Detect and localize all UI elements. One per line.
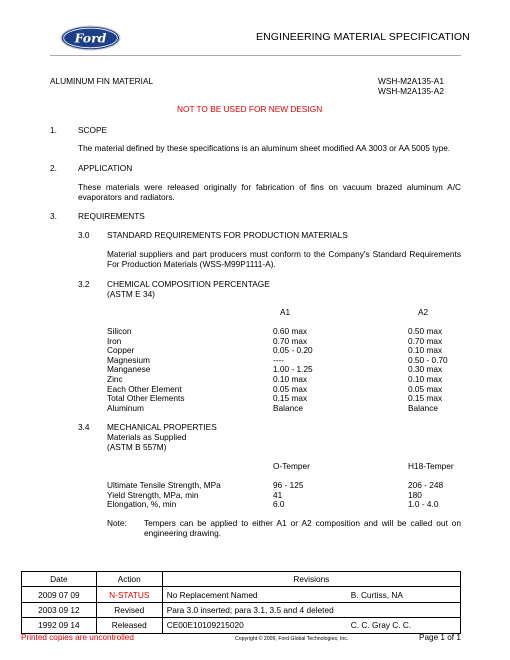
revision-row [22,618,461,633]
property-name: Ultimate Tensile Strength, MPa [107,480,221,490]
a1-value: 0.05 max [273,383,308,394]
logo-wordmark: Ford [74,30,107,46]
section-3-2-heading: CHEMICAL COMPOSITION PERCENTAGE [107,279,270,289]
revision-action: Released [96,618,162,633]
column-o-temper-header: O-Temper [273,461,310,471]
header-date: Date [22,572,97,587]
page-number: Page 1 of 1 [419,633,461,642]
revision-author: B. Curtiss, NA [347,587,461,602]
header-divider [50,55,461,56]
element-name: Silicon [107,326,132,336]
a2-value: 0.10 max [408,374,443,384]
revision-author: C. C. Gray C. C. [347,618,461,633]
revision-date: 1992 09 14 [22,618,97,633]
a2-value: 0.15 max [408,393,443,404]
element-name: Manganese [107,364,151,375]
revision-action: Revised [96,602,162,617]
element-name: Aluminum [107,402,144,413]
header-action: Action [96,572,162,587]
property-name: Yield Strength, MPa, min [107,489,199,500]
status-notice: NOT TO BE USED FOR NEW DESIGN [177,104,323,114]
element-name: Magnesium [107,354,150,365]
uncontrolled-copy-notice: Printed copies are uncontrolled [21,633,134,642]
element-name: Iron [107,335,122,346]
element-name: Each Other Element [107,383,182,394]
element-name: Zinc [107,374,123,384]
revision-table [21,571,461,634]
section-3-4-heading: MECHANICAL PROPERTIES [107,422,217,432]
revision-row [22,602,461,617]
a1-value: 0.70 max [273,335,308,346]
a1-value: 1.00 - 1.25 [273,364,313,375]
revision-description: No Replacement Named [162,587,347,602]
a1-value: ---- [273,354,285,365]
revision-header-row [22,572,461,587]
section-3-4-number: 3.4 [78,422,90,432]
section-3-0-text: Material suppliers and part producers must conform to the Company's Standard Requirements For Production Materials (WSS-M99P1111-A). [107,249,461,269]
property-name: Elongation, %, min [107,499,177,510]
spec-number-a2: WSH-M2A135-A2 [378,86,444,96]
h18-temper-value: 180 [408,489,422,500]
element-name: Copper [107,345,135,356]
a2-value: 0.50 - 0.70 [408,354,448,365]
ford-logo [60,25,121,51]
revision-description: Para 3.0 inserted; para 3.1, 3.5 and 4 deleted [162,602,347,617]
section-3-2-number: 3.2 [78,279,90,289]
o-temper-value: 6.0 [273,499,285,510]
note-text: Tempers can be applied to either A1 or A2 composition and will be called out on engineering drawing. [144,518,461,538]
section-3-0-heading: STANDARD REQUIREMENTS FOR PRODUCTION MATERIALS [107,230,348,240]
h18-temper-value: 206 - 248 [408,480,444,490]
column-a2-header: A2 [418,307,429,317]
spec-number-a1: WSH-M2A135-A1 [378,76,444,86]
a2-value: 0.05 max [408,383,443,394]
document-title: ENGINEERING MATERIAL SPECIFICATION [256,31,470,43]
o-temper-value: 41 [273,489,283,500]
copyright-notice: Copyright © 2009, Ford Global Technologies, Inc. [235,636,349,642]
revision-date: 2003 09 12 [22,602,97,617]
a1-value: 0.60 max [273,326,308,336]
requirements-heading: REQUIREMENTS [78,211,145,221]
a1-value: 0.10 max [273,374,308,384]
application-text: These materials were released originally for fabrication of fins on vacuum brazed aluminum A/C evaporators and radiators. [78,182,461,202]
revision-date: 2009 07 09 [22,587,97,602]
scope-text: The material defined by these specifications is an aluminum sheet modified AA 3003 or AA 5005 type. [78,143,451,153]
h18-temper-value: 1.0 - 4.0 [408,499,439,510]
revision-description: CE00E10109215020 [162,618,347,633]
column-h18-temper-header: H18-Temper [408,461,454,471]
application-heading: APPLICATION [78,163,133,173]
a1-value: Balance [273,402,303,413]
requirements-number: 3. [50,211,57,221]
o-temper-value: 96 - 125 [273,480,304,490]
a2-value: 0.50 max [408,326,443,336]
section-3-0-number: 3.0 [78,230,90,240]
scope-number: 1. [50,125,57,135]
revision-action: N-STATUS [96,587,162,602]
header-revisions: Revisions [162,572,460,587]
note-label: Note: [107,518,127,528]
section-3-2-subheading: (ASTM E 34) [107,289,155,299]
a2-value: Balance [408,402,438,413]
revision-row [22,587,461,602]
application-number: 2. [50,163,57,173]
a2-value: 0.10 max [408,345,443,356]
element-name: Total Other Elements [107,393,185,404]
revision-author [347,602,461,617]
a2-value: 0.30 max [408,364,443,375]
scope-heading: SCOPE [78,125,108,135]
column-a1-header: A1 [280,307,291,317]
section-3-4-subheading-2: (ASTM B 557M) [107,442,167,452]
a2-value: 0.70 max [408,335,443,346]
a1-value: 0.15 max [273,393,308,404]
section-3-4-subheading-1: Materials as Supplied [107,432,187,442]
material-name: ALUMINUM FIN MATERIAL [50,76,154,86]
a1-value: 0.05 - 0.20 [273,345,313,356]
